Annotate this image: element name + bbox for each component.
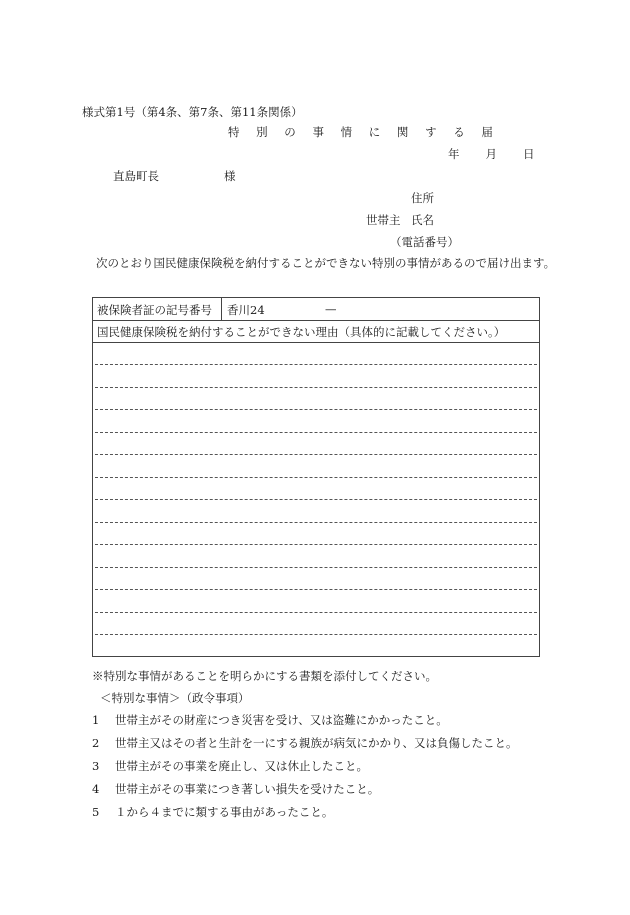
reason-header-label: 国民健康保険税を納付することができない理由（具体的に記載してください。） [97, 325, 506, 339]
circumstance-item [92, 804, 333, 820]
insurance-divider [221, 298, 222, 320]
householder-role-label: 世帯主 [366, 213, 401, 227]
circumstance-number: 2 [92, 736, 100, 750]
date-day-label: 日 [523, 147, 535, 161]
name-label: 氏名 [411, 213, 434, 227]
circumstance-item [92, 781, 379, 797]
circumstance-text: 世帯主がその事業を廃止し、又は休止したこと。 [115, 759, 368, 773]
insurance-number-label: 被保険者証の記号番号 [97, 303, 212, 317]
circumstance-item [92, 735, 518, 751]
addressee-name: 直島町長 [113, 169, 159, 183]
circumstance-number: 5 [92, 805, 100, 819]
intro-text: 次のとおり国民健康保険税を納付することができない特別の事情があるので届け出ます。 [96, 256, 556, 270]
reason-writing-line [95, 387, 537, 388]
circumstance-item [92, 712, 448, 728]
reason-writing-line [95, 499, 537, 500]
insurance-number-row [93, 298, 539, 321]
reason-header-row [93, 320, 539, 343]
reason-writing-line [95, 634, 537, 635]
form-number: 様式第1号（第4条、第7条、第11条関係） [82, 105, 303, 119]
circumstance-number: 1 [92, 713, 100, 727]
circumstance-text: 世帯主がその事業につき著しい損失を受けたこと。 [115, 782, 380, 796]
circumstance-text: 世帯主又はその者と生計を一にする親族が病気にかかり、又は負傷したこと。 [115, 736, 518, 750]
circumstance-number: 3 [92, 759, 100, 773]
form-table [92, 297, 540, 657]
circumstance-text: 世帯主がその財産につき災害を受け、又は盗難にかかったこと。 [115, 713, 448, 727]
form-title: 特 別 の 事 情 に 関 す る 届 [228, 125, 500, 139]
reason-writing-line [95, 477, 537, 478]
circumstance-item [92, 758, 368, 774]
reason-writing-line [95, 589, 537, 590]
reason-writing-line [95, 612, 537, 613]
reason-writing-line [95, 432, 537, 433]
reason-writing-line [95, 364, 537, 365]
insurance-number-prefix[interactable]: 香川24 [227, 303, 265, 317]
reason-writing-line [95, 567, 537, 568]
circumstances-heading: ＜特別な事情＞（政令事項） [100, 691, 250, 705]
reason-writing-line [95, 522, 537, 523]
circumstance-number: 4 [92, 782, 100, 796]
phone-label: （電話番号） [390, 235, 459, 249]
address-label: 住所 [411, 191, 434, 205]
reason-writing-line [95, 544, 537, 545]
attachment-note: ※特別な事情があることを明らかにする書類を添付してください。 [92, 669, 437, 683]
date-line [448, 146, 535, 162]
reason-writing-line [95, 409, 537, 410]
reason-writing-line [95, 454, 537, 455]
date-year-label: 年 [448, 147, 460, 161]
insurance-number-dash: — [325, 302, 337, 316]
addressee-honorific: 様 [224, 169, 236, 183]
date-month-label: 月 [485, 147, 497, 161]
circumstance-text: １から４までに類する事由があったこと。 [115, 805, 334, 819]
